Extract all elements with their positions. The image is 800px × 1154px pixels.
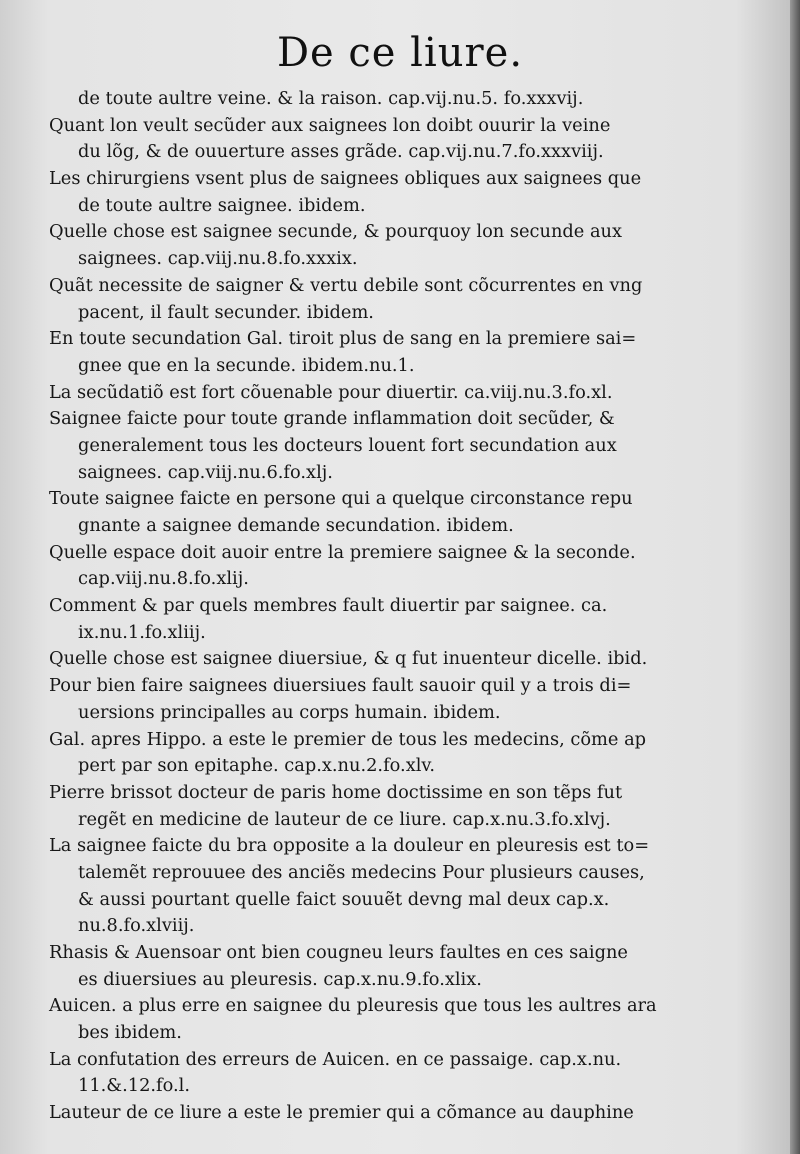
entry-continuation-line: regẽt en medicine de lauteur de ce liure. cap.x.nu.3.fo.xlvj. <box>78 808 611 830</box>
entry-continuation-line: saignees. cap.viij.nu.8.fo.xxxix. <box>78 248 358 270</box>
entry-first-line: Quelle chose est saignee diuersiue, & q fut inuenteur dicelle. ibid. <box>49 648 648 670</box>
entry-continuation-line: de toute aultre veine. & la raison. cap.vij.nu.5. fo.xxxvij. <box>78 88 584 109</box>
entry-continuation-line: ix.nu.1.fo.xliij. <box>78 621 206 643</box>
entry-first-line: Quant lon veult secũder aux saignees lon doibt ouurir la veine <box>49 114 611 136</box>
entry-first-line: En toute secundation Gal. tiroit plus de sang en la premiere sai= <box>49 328 637 350</box>
entry-first-line: Saignee faicte pour toute grande inflammation doit secũder, & <box>49 408 615 430</box>
entry-continuation-line: pert par son epitaphe. cap.x.nu.2.fo.xlv. <box>78 755 435 777</box>
entry-continuation-line: generalement tous les docteurs louent fort secundation aux <box>78 434 617 456</box>
entry-first-line: Les chirurgiens vsent plus de saignees obliques aux saignees que <box>49 168 642 190</box>
entry-first-line: Comment & par quels membres fault diuertir par saignee. ca. <box>49 595 608 617</box>
entry-continuation-line: & aussi pourtant quelle faict souuẽt devng mal deux cap.x. <box>78 888 610 910</box>
entry-continuation-line: saignees. cap.viij.nu.6.fo.xlj. <box>78 461 333 483</box>
entry-continuation-line: de toute aultre saignee. ibidem. <box>78 194 366 216</box>
entry-first-line: La confutation des erreurs de Auicen. en ce passaige. cap.x.nu. <box>49 1048 622 1070</box>
entry-continuation-line: du lõg, & de ouuerture asses grãde. cap.vij.nu.7.fo.xxxviij. <box>78 141 604 163</box>
entry-first-line: Pour bien faire saignees diuersiues fault sauoir quil y a trois di= <box>49 675 632 697</box>
page-edge-shadow <box>790 0 800 1154</box>
entry-first-line: Quelle chose est saignee secunde, & pourquoy lon secunde aux <box>49 221 623 243</box>
entry-continuation-line: uersions principalles au corps humain. ibidem. <box>78 701 501 723</box>
index-entries <box>44 86 734 1127</box>
entry-continuation-line: pacent, il fault secunder. ibidem. <box>78 301 374 323</box>
entry-continuation-line: gnante a saignee demande secundation. ibidem. <box>78 515 514 536</box>
entry-first-line: Auicen. a plus erre en saignee du pleuresis que tous les aultres ara <box>49 995 657 1017</box>
page-title: De ce liure. <box>276 30 524 76</box>
entry-first-line: Rhasis & Auensoar ont bien cougneu leurs faultes en ces saigne <box>49 942 628 963</box>
entry-continuation-line: bes ibidem. <box>78 1022 182 1044</box>
entry-continuation-line: talemẽt reprouuee des anciẽs medecins Pour plusieurs causes, <box>78 861 645 883</box>
entry-first-line: Quãt necessite de saigner & vertu debile sont cõcurrentes en vng <box>49 274 643 296</box>
entry-continuation-line: 11.&.12.fo.l. <box>78 1075 191 1097</box>
entry-first-line: La secũdatiõ est fort cõuenable pour diuertir. ca.viij.nu.3.fo.xl. <box>49 381 613 403</box>
entry-first-line: Toute saignee faicte en persone qui a quelque circonstance repu <box>49 488 633 510</box>
entry-continuation-line: nu.8.fo.xlviij. <box>78 915 195 937</box>
entry-continuation-line: es diuersiues au pleuresis. cap.x.nu.9.fo.xlix. <box>78 968 482 990</box>
entry-first-line: Quelle espace doit auoir entre la premiere saignee & la seconde. <box>49 541 636 563</box>
entry-first-line: Gal. apres Hippo. a este le premier de tous les medecins, cõme ap <box>49 728 647 750</box>
entry-first-line: Lauteur de ce liure a este le premier qui a cõmance au dauphine <box>49 1102 634 1124</box>
entry-continuation-line: gnee que en la secunde. ibidem.nu.1. <box>78 354 415 376</box>
entry-first-line: Pierre brissot docteur de paris home doctissime en son tẽps fut <box>49 781 623 803</box>
entry-first-line: La saignee faicte du bra opposite a la douleur en pleuresis est to= <box>49 835 650 857</box>
entry-continuation-line: cap.viij.nu.8.fo.xlij. <box>78 568 249 590</box>
